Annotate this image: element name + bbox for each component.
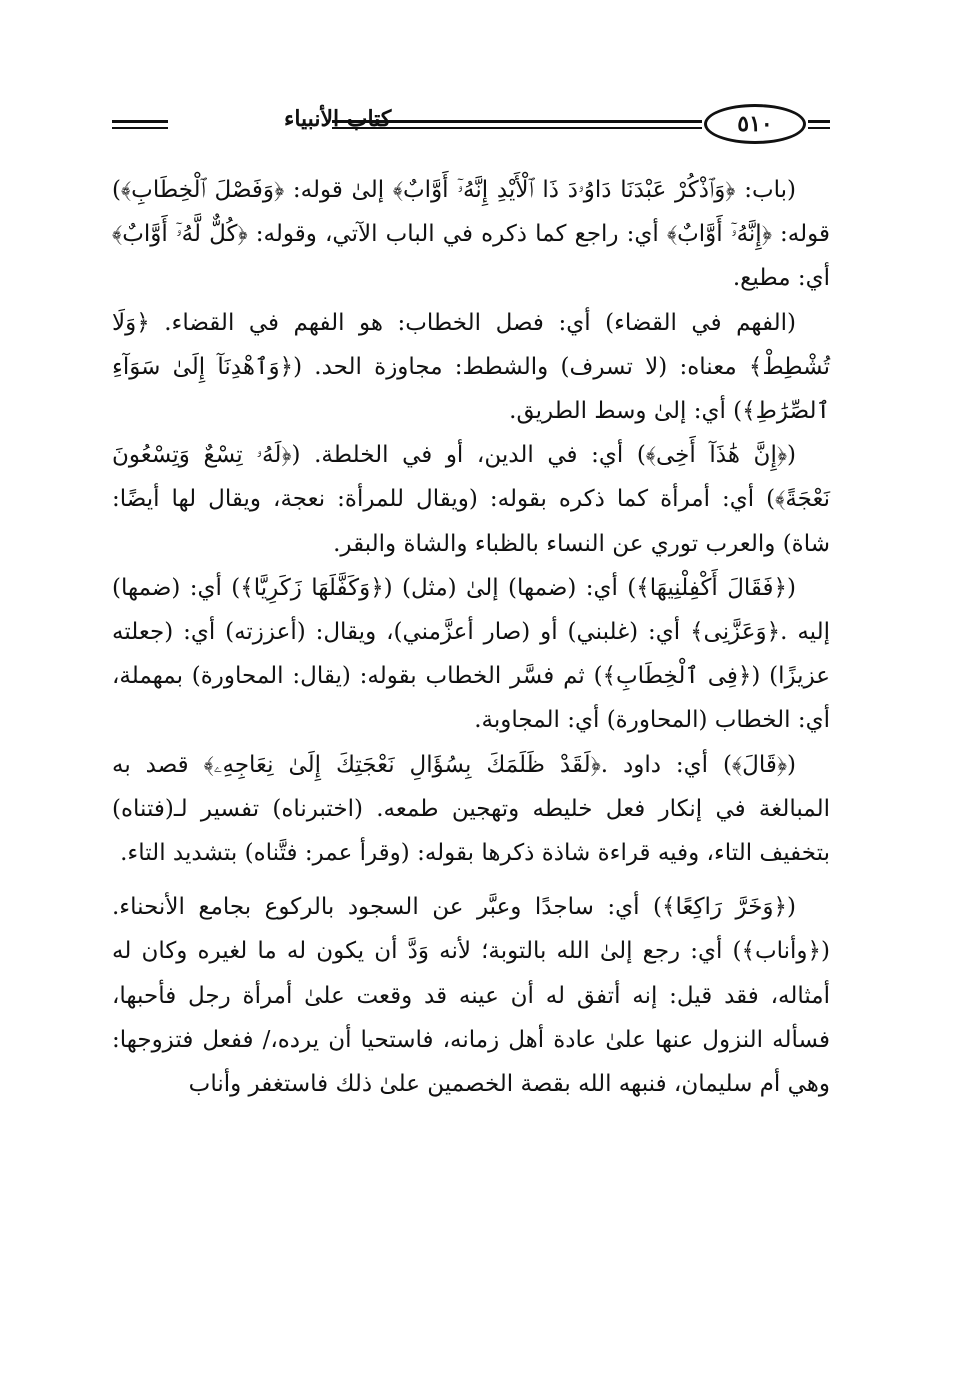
paragraph: (﴿إِنَّ هَٰذَآ أَخِى﴾) أي: في الدين، أو في الخلطة. (﴿لَهُۥ تِسْعٌ وَتِسْعُونَ نَعْجَةً﴾) أي: أمرأة كما ذكره بقوله: (ويقال للمرأة: نعجة، ويقال لها أيضًا: شاة) والعرب توري عن النساء بالظباء والشاة والبقر.: [112, 442, 830, 557]
paragraph: (الفهم في القضاء) أي: فصل الخطاب: هو الفهم في القضاء. ﴿وَلَا تُشْطِطْ﴾ معناه: (لا تسرف) والشطط: مجاوزة الحد. (﴿وَٱهْدِنَآ إِلَىٰ سَوَآءِ ٱلصِّرَٰطِ﴾) أي: إلىٰ وسط الطريق.: [112, 309, 830, 425]
paragraph: (باب: ﴿وَٱذْكُرْ عَبْدَنَا دَاوُۥدَ ذَا ٱلْأَيْدِ إِنَّهُۥٓ أَوَّابٌ﴾ إلىٰ قوله: ﴿وَفَصْلَ ٱلْخِطَابِ﴾) قوله: ﴿إِنَّهُۥٓ أَوَّابٌ﴾ أي: راجع كما ذكره في الباب الآتي، وقوله: ﴿كُلٌّ لَّهُۥٓ أَوَّابٌ﴾ أي: مطيع.: [112, 177, 830, 292]
page-number-badge: ٥١٠: [704, 104, 806, 144]
page-header: [112, 92, 830, 152]
paragraph: (﴿وَخَرَّ رَاكِعًا﴾) أي: ساجدًا وعبَّر عن السجود بالركوع بجامع الأنحناء. (﴿وأناب﴾) أي: رجع إلىٰ الله بالتوبة؛ لأنه وَدَّ أن يكون له ما لغيره وكان له أمثاله، فقد قيل: إنه أتفق له أن عينه قد وقعت علىٰ أمرأة رجل فأحبها، فسأله النزول عنها علىٰ عادة أهل زمانه، فاستحيا أن يرده،/ ففعل فتزوجها: وهي أم سليمان، فنبهه الله بقصة الخصمين علىٰ ذلك فاستغفر وأناب: [112, 894, 830, 1098]
paragraph: (﴿فَقَالَ أَكْفِلْنِيهَا﴾) أي: (ضمها) إلىٰ (مثل) (﴿وَكَفَّلَهَا زَكَرِيَّا﴾) أي: (ضمها) إليه .﴿وَعَزَّنِى﴾ أي: (غلبني) أو (صار أعزَّمني)، ويقال: (أعززته) أي: (جعلته عزيزًا) (﴿فِى ٱلْخِطَابِ﴾) ثم فسَّر الخطاب بقوله: (يقال: المحاورة) بمهملة، أي: الخطاب (المحاورة) أي: المجاوبة.: [112, 574, 830, 734]
header-rule-middle: [332, 120, 702, 123]
book-title: كتاب الأنبياء: [284, 106, 392, 132]
page-body: [112, 168, 830, 1106]
header-rule-left: [112, 120, 168, 123]
header-rule-right: [808, 120, 830, 123]
paragraph: (﴿قَالَ﴾) أي: داود .﴿لَقَدْ ظَلَمَكَ بِسُؤَالِ نَعْجَتِكَ إِلَىٰ نِعَاجِهِۦ﴾ قصد به المبالغة في إنكار فعل خليطه وتهجين طمعه. (اختبرناه) تفسير لـ(فتناه) بتخفيف التاء، وفيه قراءة شاذة ذكرها بقوله: (وقرأ عمر: فتَّناه) بتشديد التاء.: [112, 751, 830, 867]
